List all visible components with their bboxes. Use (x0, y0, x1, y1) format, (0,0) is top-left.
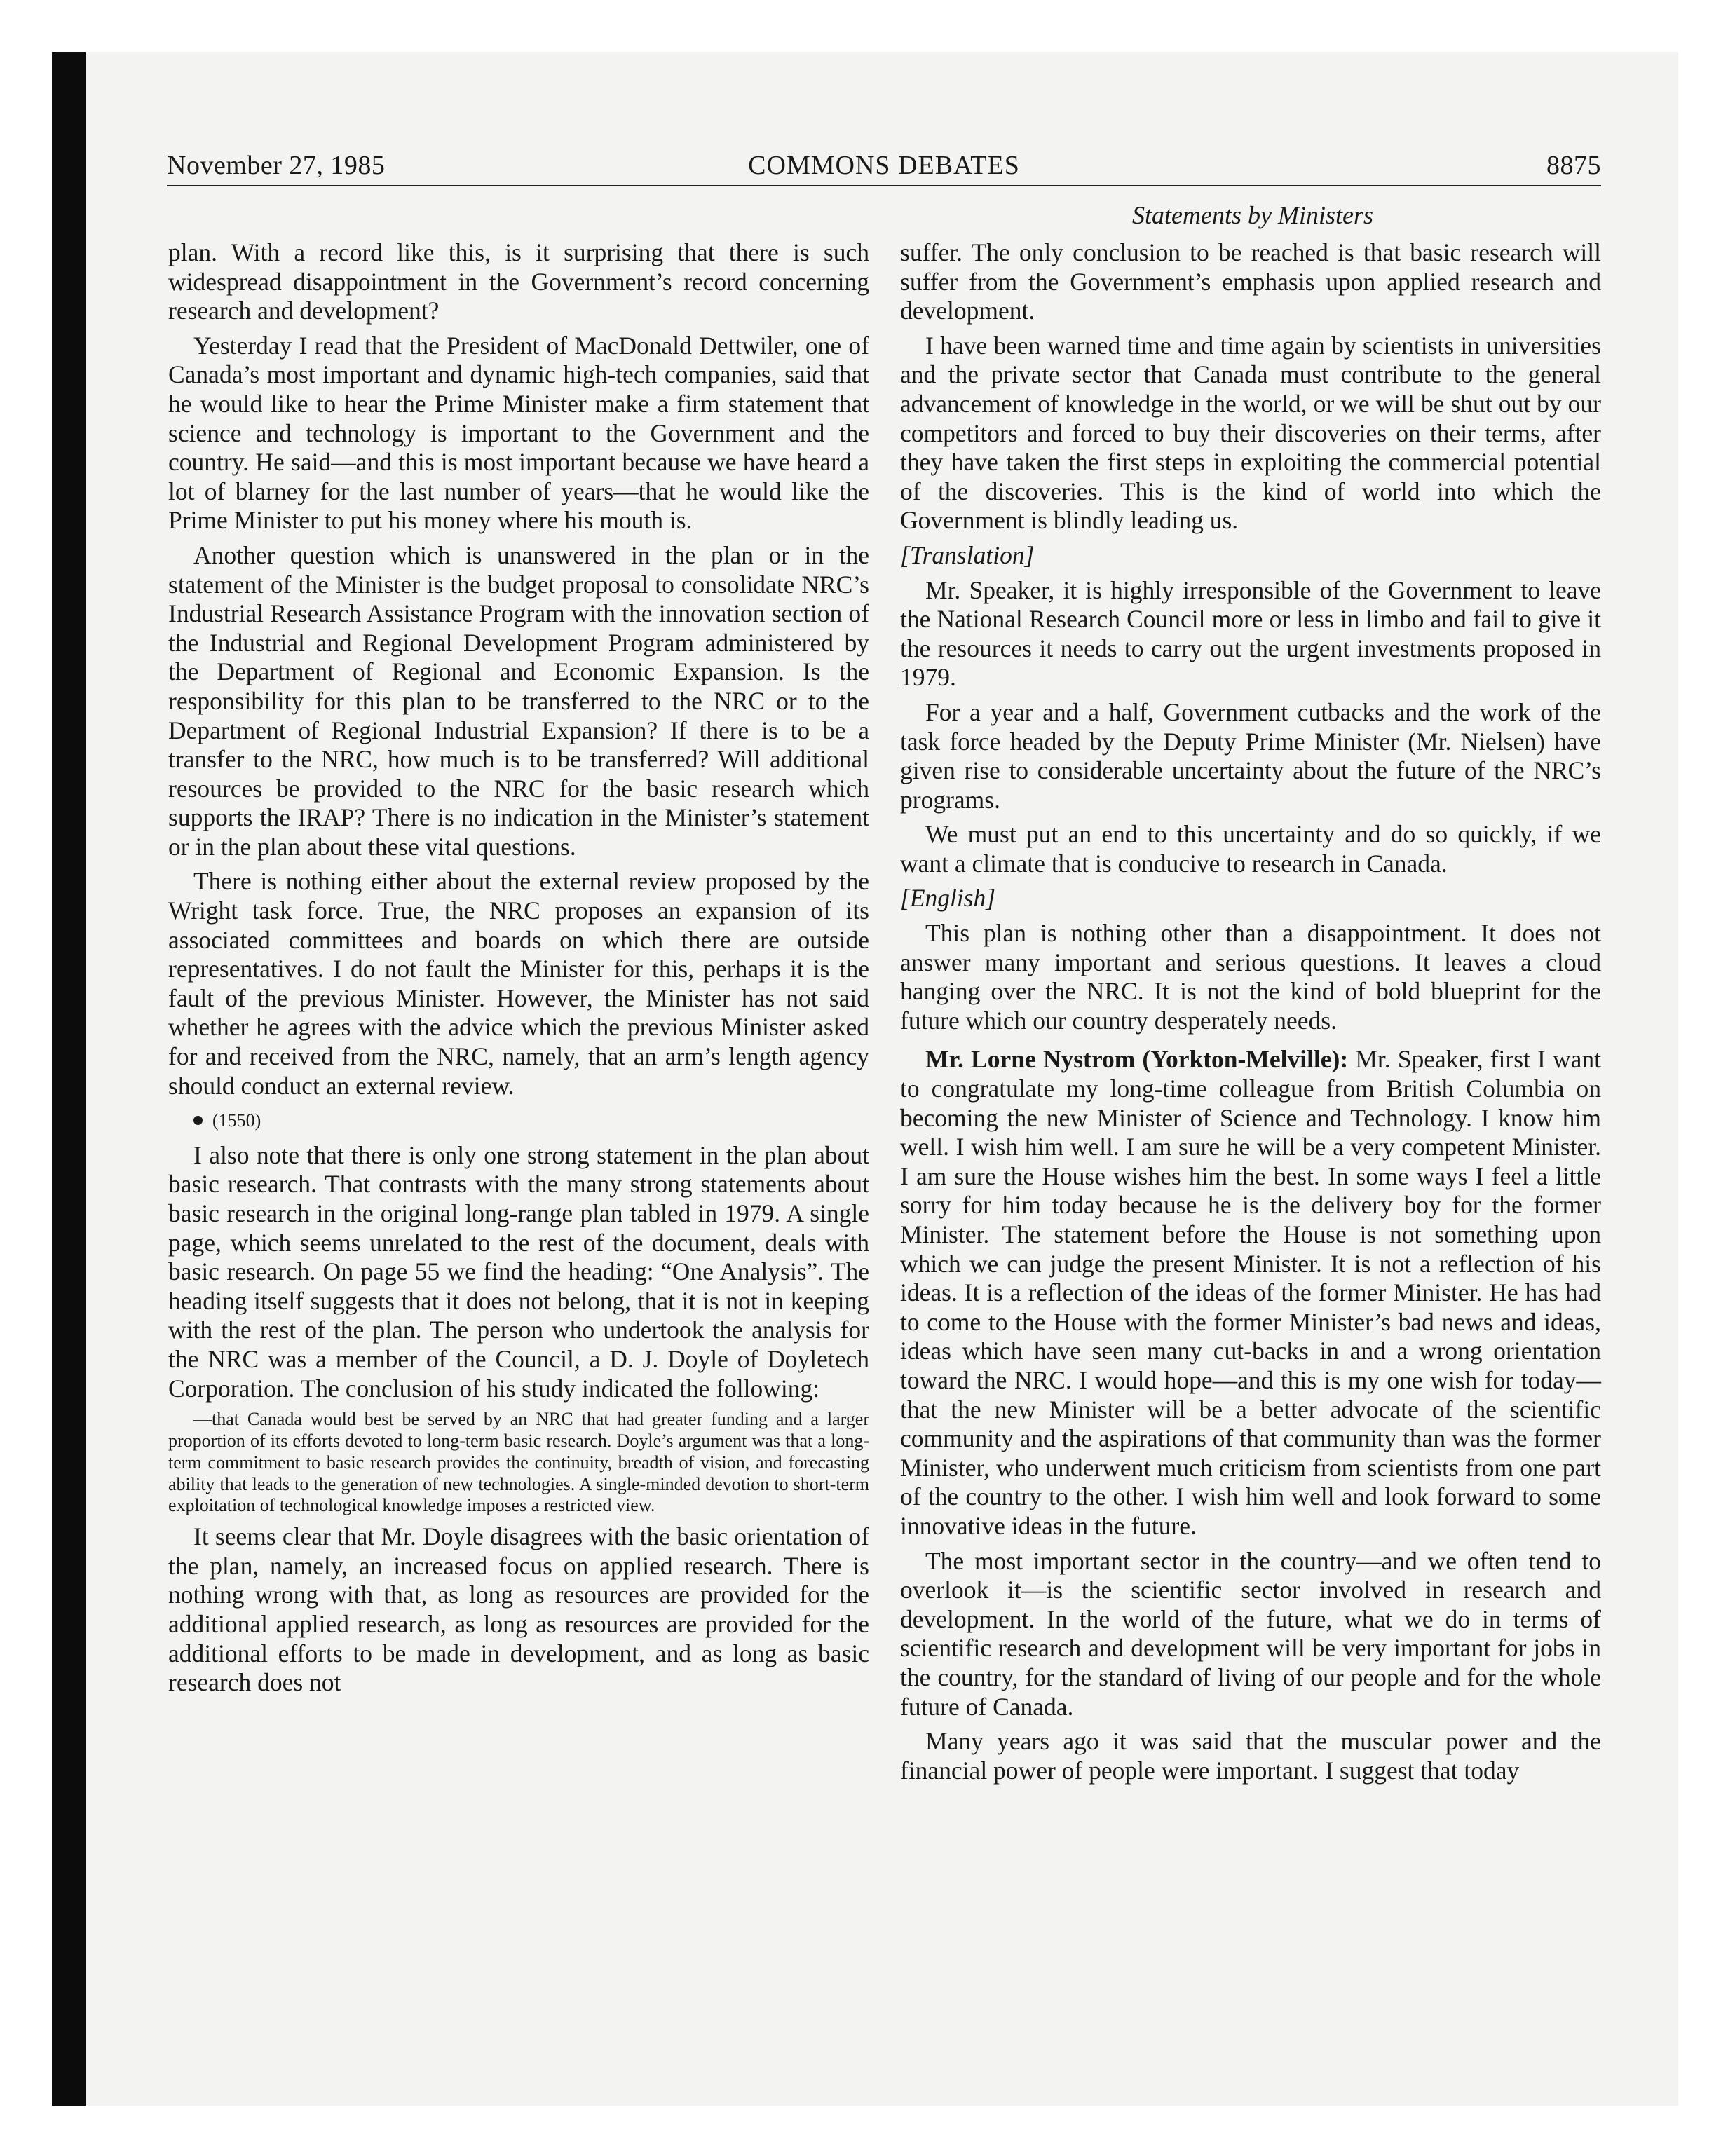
paragraph: I have been warned time and time again by scientists in universities and the private sector that Canada must contribute to the general advancement of knowledge in the world, or we will be shut out by our competitors and forced to buy their discoveries on their terms, after they have taken the first steps in exploiting the commercial potential of the discoveries. This is the kind of world into which the Government is blindly leading us. (900, 331, 1601, 535)
time-marker-label: (1550) (212, 1110, 261, 1131)
speaker-text: Mr. Speaker, first I want to congratulate my long-time colleague from British Columbia on becoming the new Minister of Science and Technology. I know him well. I wish him well. I am sure he will be a very competent Minister. I am sure the House wishes him the best. In some ways I feel a little sorry for him today because he is the delivery boy for the former Minister. The statement before the House is not something upon which we can judge the present Minister. It is not a reflection of his ideas. It is a reflection of the ideas of the former Minister. He has had to come to the House with the former Minister’s bad news and ideas, ideas which have seen many cut-backs in and a wrong orientation toward the NRC. I would hope—and this is my one wish for today—that the new Minister will be a better advocate of the scientific community and the aspirations of that community than was the former Minister, who underwent much criticism from scientists from one part of the country to the other. I wish him well and look forward to some innovative ideas in the future. (900, 1045, 1601, 1540)
speaker-paragraph (900, 1045, 1601, 1541)
paragraph: Many years ago it was said that the muscular power and the financial power of people were important. I suggest that today (900, 1727, 1601, 1785)
header-page-number: 8875 (1546, 151, 1601, 180)
time-marker (168, 1106, 869, 1135)
paragraph: Yesterday I read that the President of MacDonald Dettwiler, one of Canada’s most important and dynamic high-tech companies, said that he would like to hear the Prime Minister make a firm statement that science and technology is important to the Government and the country. He said—and this is most important because we have heard a lot of blarney for the last number of years—that he would like the Prime Minister to put his money where his mouth is. (168, 331, 869, 535)
paragraph: I also note that there is only one strong statement in the plan about basic research. That contrasts with the many strong statements about basic research in the original long-range plan tabled in 1979. A single page, which seems unrelated to the rest of the document, deals with basic research. On page 55 we find the heading: “One Analysis”. The heading itself suggests that it does not belong, that it is not in keeping with the rest of the plan. The person who undertook the analysis for the NRC was a member of the Council, a D. J. Doyle of Doyletech Corporation. The conclusion of his study indicated the following: (168, 1140, 869, 1403)
paragraph: Another question which is unanswered in the plan or in the statement of the Minister is the budget proposal to consolidate NRC’s Industrial Research Assistance Program with the innovation section of the Industrial and Regional Development Program administered by the Department of Regional and Economic Expansion. Is the responsibility for this plan to be transferred to the NRC or to the Department of Regional Industrial Expansion? If there is to be a transfer to the NRC, how much is to be transferred? Will additional resources be provided to the NRC for the basic research which supports the IRAP? There is no indication in the Minister’s statement or in the plan about these vital questions. (168, 540, 869, 861)
page-header (167, 149, 1601, 185)
paragraph: We must put an end to this uncertainty and do so quickly, if we want a climate that is conducive to research in Canada. (900, 820, 1601, 878)
paragraph: plan. With a record like this, is it surprising that there is such widespread disappointment in the Government’s record concerning research and development? (168, 238, 869, 325)
paragraph: This plan is nothing other than a disappointment. It does not answer many important and serious questions. It leaves a cloud hanging over the NRC. It is not the kind of bold blueprint for the future which our country desperately needs. (900, 919, 1601, 1035)
paragraph: The most important sector in the country—and we often tend to overlook it—is the scientific sector involved in research and development. In the world of the future, what we do in terms of scientific research and development will be very important for jobs in the country, for the standard of living of our people and for the whole future of Canada. (900, 1546, 1601, 1721)
paragraph: Mr. Speaker, it is highly irresponsible of the Government to leave the National Research Council more or less in limbo and fail to give it the resources it needs to carry out the urgent investments proposed in 1979. (900, 575, 1601, 692)
header-rule (167, 185, 1601, 186)
paragraph: There is nothing either about the external review proposed by the Wright task force. True, the NRC proposes an expansion of its associated committees and boards on which there are outside representatives. I do not fault the Minister for this, perhaps it is the fault of the previous Minister. However, the Minister has not said whether he agrees with the advice which the previous Minister asked for and received from the NRC, namely, that an arm’s length agency should conduct an external review. (168, 867, 869, 1100)
paragraph: For a year and a half, Government cutbacks and the work of the task force headed by the Deputy Prime Minister (Mr. Nielsen) have given rise to considerable uncertainty about the future of the NRC’s programs. (900, 697, 1601, 814)
paragraph: It seems clear that Mr. Doyle disagrees with the basic orientation of the plan, namely, an increased focus on applied research. There is nothing wrong with that, as long as resources are provided for the additional applied research, as long as resources are provided for the additional efforts to be made in development, and as long as basic research does not (168, 1522, 869, 1697)
speaker-name: Mr. Lorne Nystrom (Yorkton-Melville): (925, 1045, 1349, 1074)
scan-edge-bar (52, 52, 86, 2106)
block-quote: —that Canada would best be served by an NRC that had greater funding and a larger proportion of its efforts devoted to long-term basic research. Doyle’s argument was that a long-term commitment to basic research provides the continuity, breadth of vision, and forecasting ability that leads to the generation of new technologies. A single-minded devotion to short-term exploitation of technological knowledge imposes a restricted view. (168, 1409, 869, 1516)
header-date: November 27, 1985 (167, 151, 386, 180)
header-publication: COMMONS DEBATES (748, 151, 1020, 180)
bullet-dot-icon (193, 1116, 203, 1125)
section-title: Statements by Ministers (1132, 201, 1373, 229)
paragraph: suffer. The only conclusion to be reached is that basic research will suffer from the Government’s emphasis upon applied research and development. (900, 238, 1601, 325)
right-column (900, 238, 1601, 1791)
language-tag-english: [English] (900, 884, 996, 913)
language-tag-translation: [Translation] (900, 540, 1035, 569)
left-column (168, 238, 869, 1703)
